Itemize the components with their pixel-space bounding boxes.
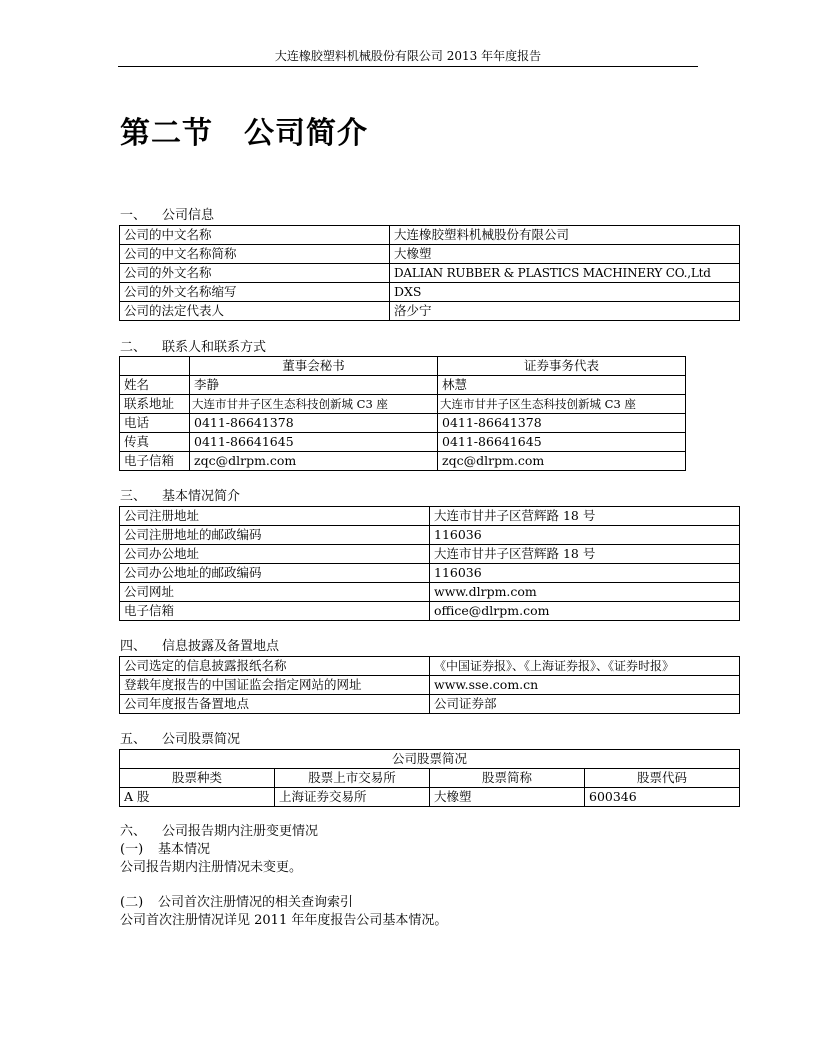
table-cell: 电子信箱 xyxy=(120,602,430,621)
section-number: 四、 xyxy=(120,639,147,654)
section-heading-contacts xyxy=(120,340,266,356)
paragraph: 公司首次注册情况详见 2011 年年度报告公司基本情况。 xyxy=(120,913,448,928)
table-row xyxy=(120,245,740,264)
table-cell: 上海证券交易所 xyxy=(275,788,430,807)
section-title: 基本情况简介 xyxy=(162,489,241,504)
table-cell: DALIAN RUBBER & PLASTICS MACHINERY CO.,Ltd xyxy=(390,264,740,283)
table-row xyxy=(120,507,740,526)
column-header: 股票代码 xyxy=(585,769,740,788)
section-heading-disclosure xyxy=(120,639,279,655)
table-cell: zqc@dlrpm.com xyxy=(190,452,438,471)
section-number: 二、 xyxy=(120,340,147,355)
table-cell: 116036 xyxy=(430,526,740,545)
table-row xyxy=(120,602,740,621)
table-row xyxy=(120,414,686,433)
subsection-title: 公司首次注册情况的相关查询索引 xyxy=(158,895,354,910)
table-cell: 传真 xyxy=(120,433,190,452)
table-cell: 大连市甘井子区生态科技创新城 C3 座 xyxy=(438,395,686,414)
table-cell: 《中国证券报》、《上海证券报》、《证券时报》 xyxy=(430,657,740,676)
table-cell: 电子信箱 xyxy=(120,452,190,471)
section-title: 公司股票简况 xyxy=(162,732,241,747)
table-row xyxy=(120,264,740,283)
column-header: 股票种类 xyxy=(120,769,275,788)
table-row xyxy=(120,376,686,395)
table-cell xyxy=(120,357,190,376)
table-cell: 0411-86641645 xyxy=(438,433,686,452)
table-cell: 大连市甘井子区营辉路 18 号 xyxy=(430,507,740,526)
table-row xyxy=(120,226,740,245)
section-title: 信息披露及备置地点 xyxy=(162,639,280,654)
table-cell: 0411-86641645 xyxy=(190,433,438,452)
table-cell: www.sse.com.cn xyxy=(430,676,740,695)
section-heading-registration xyxy=(120,824,318,840)
table-cell: 公司年度报告备置地点 xyxy=(120,695,430,714)
page-title: 第二节 公司简介 xyxy=(120,116,368,151)
table-row xyxy=(120,283,740,302)
table-cell: 公司的外文名称 xyxy=(120,264,390,283)
subsection-title: 基本情况 xyxy=(158,842,211,857)
table-cell: 公司网址 xyxy=(120,583,430,602)
table-row xyxy=(120,395,686,414)
company-info-table xyxy=(119,225,740,321)
table-cell: 大橡塑 xyxy=(430,788,585,807)
table-cell: 大橡塑 xyxy=(390,245,740,264)
contacts-table xyxy=(119,356,686,471)
table-caption-row xyxy=(120,750,740,769)
subsection-number: (二) xyxy=(120,895,144,910)
section-heading-stock xyxy=(120,732,240,748)
table-cell: 洛少宁 xyxy=(390,302,740,321)
table-row xyxy=(120,545,740,564)
table-cell: 公司选定的信息披露报纸名称 xyxy=(120,657,430,676)
table-row xyxy=(120,302,740,321)
table-cell: 李静 xyxy=(190,376,438,395)
table-cell: 林慧 xyxy=(438,376,686,395)
section-heading-company-info xyxy=(120,208,214,224)
table-cell: 公司的中文名称 xyxy=(120,226,390,245)
table-cell: 电话 xyxy=(120,414,190,433)
paragraph: 公司报告期内注册情况未变更。 xyxy=(120,860,303,875)
column-header: 董事会秘书 xyxy=(190,357,438,376)
table-row xyxy=(120,526,740,545)
table-cell: 0411-86641378 xyxy=(190,414,438,433)
table-cell: 大连市甘井子区营辉路 18 号 xyxy=(430,545,740,564)
table-cell: DXS xyxy=(390,283,740,302)
table-cell: 公司注册地址的邮政编码 xyxy=(120,526,430,545)
table-row xyxy=(120,452,686,471)
stock-table xyxy=(119,749,740,807)
table-cell: 联系地址 xyxy=(120,395,190,414)
table-cell: 公司注册地址 xyxy=(120,507,430,526)
table-cell: 公司的法定代表人 xyxy=(120,302,390,321)
table-cell: 姓名 xyxy=(120,376,190,395)
table-caption: 公司股票简况 xyxy=(120,750,740,769)
table-cell: 大连橡胶塑料机械股份有限公司 xyxy=(390,226,740,245)
section-title: 公司报告期内注册变更情况 xyxy=(162,824,319,839)
table-cell: 大连市甘井子区生态科技创新城 C3 座 xyxy=(190,395,438,414)
section-title: 公司信息 xyxy=(162,208,215,223)
table-row xyxy=(120,788,740,807)
basic-info-table xyxy=(119,506,740,621)
table-cell: 公司的外文名称缩写 xyxy=(120,283,390,302)
table-cell: 登载年度报告的中国证监会指定网站的网址 xyxy=(120,676,430,695)
section-heading-basic-info xyxy=(120,489,240,505)
subsection-heading xyxy=(120,894,353,912)
section-number: 三、 xyxy=(120,489,147,504)
table-cell: A 股 xyxy=(120,788,275,807)
column-header: 证券事务代表 xyxy=(438,357,686,376)
column-header: 股票简称 xyxy=(430,769,585,788)
table-header-row xyxy=(120,769,740,788)
table-cell: office@dlrpm.com xyxy=(430,602,740,621)
section-number: 五、 xyxy=(120,732,147,747)
table-cell: www.dlrpm.com xyxy=(430,583,740,602)
table-row xyxy=(120,676,740,695)
table-header-row xyxy=(120,357,686,376)
table-row xyxy=(120,564,740,583)
table-cell: 公司办公地址的邮政编码 xyxy=(120,564,430,583)
column-header: 股票上市交易所 xyxy=(275,769,430,788)
table-row xyxy=(120,657,740,676)
table-cell: 公司办公地址 xyxy=(120,545,430,564)
table-cell: zqc@dlrpm.com xyxy=(438,452,686,471)
table-cell: 0411-86641378 xyxy=(438,414,686,433)
table-cell: 公司证券部 xyxy=(430,695,740,714)
table-row xyxy=(120,433,686,452)
disclosure-table xyxy=(119,656,740,714)
table-cell: 600346 xyxy=(585,788,740,807)
table-row xyxy=(120,695,740,714)
table-row xyxy=(120,583,740,602)
page-header: 大连橡胶塑料机械股份有限公司 2013 年年度报告 xyxy=(118,48,698,67)
subsection-heading xyxy=(120,841,210,859)
table-cell: 公司的中文名称简称 xyxy=(120,245,390,264)
subsection-number: (一) xyxy=(120,842,144,857)
section-number: 一、 xyxy=(120,208,147,223)
table-cell: 116036 xyxy=(430,564,740,583)
section-number: 六、 xyxy=(120,824,147,839)
section-title: 联系人和联系方式 xyxy=(162,340,267,355)
